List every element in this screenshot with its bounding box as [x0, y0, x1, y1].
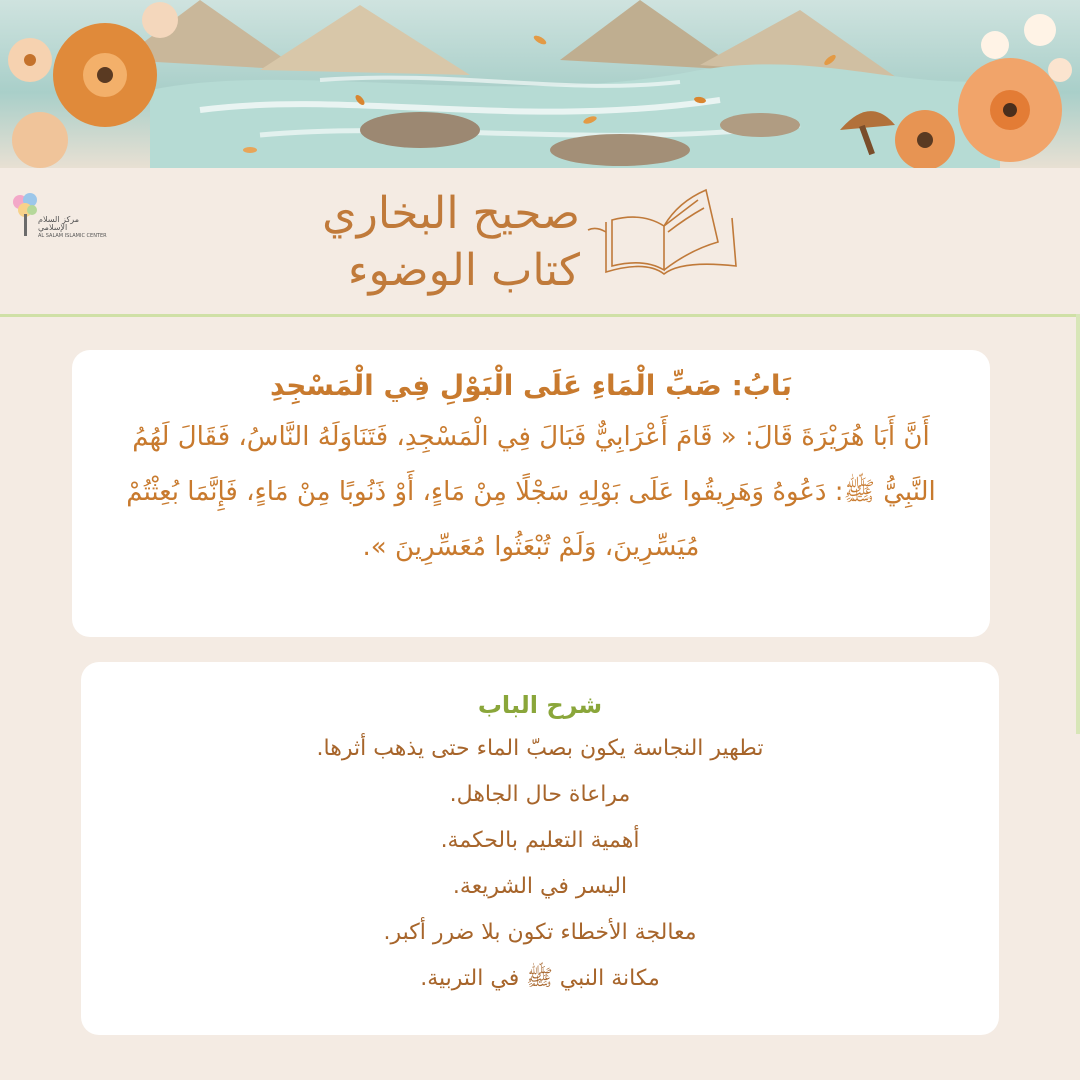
header — [0, 168, 1080, 317]
sharh-card — [81, 662, 999, 1035]
flowers-river-illustration — [0, 0, 1080, 168]
illustration-art — [0, 0, 1080, 168]
hadith-text: أَنَّ أَبَا هُرَيْرَةَ قَالَ: « قَامَ أَعْرَابِيٌّ فَبَالَ فِي الْمَسْجِدِ، فَتَنَاوَلَهُ النَّاسُ، فَقَالَ لَهُمُ النَّبِيُّ ﷺ: دَعُوهُ وَهَرِيقُوا عَلَى بَوْلِهِ سَجْلًا مِنْ مَاءٍ، أَوْ ذَنُوبًا مِنْ مَاءٍ، فَإِنَّمَا بُعِثْتُمْ مُيَسِّرِينَ، وَلَمْ تُبْعَثُوا مُعَسِّرِينَ ». — [126, 422, 936, 562]
logo-text — [38, 216, 108, 240]
title-line-1: صحيح البخاري — [322, 188, 580, 239]
bab-title: بَابُ: صَبِّ الْمَاءِ عَلَى الْبَوْلِ فِي الْمَسْجِدِ — [270, 369, 792, 402]
logo-english: AL SALAM ISLAMIC CENTER — [38, 233, 107, 239]
sharh-points — [81, 726, 999, 1002]
open-book-icon — [586, 182, 742, 278]
sharh-point: اليسر في الشريعة. — [452, 874, 628, 899]
sharh-title: شرح الباب — [477, 691, 603, 719]
side-accent — [1076, 314, 1080, 734]
sharh-point: أهمية التعليم بالحكمة. — [440, 828, 640, 853]
sharh-point: مكانة النبي ﷺ في التربية. — [420, 966, 660, 991]
logo-tree-icon — [10, 190, 40, 240]
logo-arabic: مركز السلام الإسلامي — [38, 215, 79, 232]
sharh-point: مراعاة حال الجاهل. — [449, 782, 631, 807]
title-line-2: كتاب الوضوء — [347, 245, 580, 296]
sharh-point: معالجة الأخطاء تكون بلا ضرر أكبر. — [383, 920, 697, 945]
page-title — [240, 186, 580, 300]
sharh-point: تطهير النجاسة يكون بصبّ الماء حتى يذهب أثرها. — [316, 736, 764, 761]
hadith-card — [72, 350, 990, 637]
